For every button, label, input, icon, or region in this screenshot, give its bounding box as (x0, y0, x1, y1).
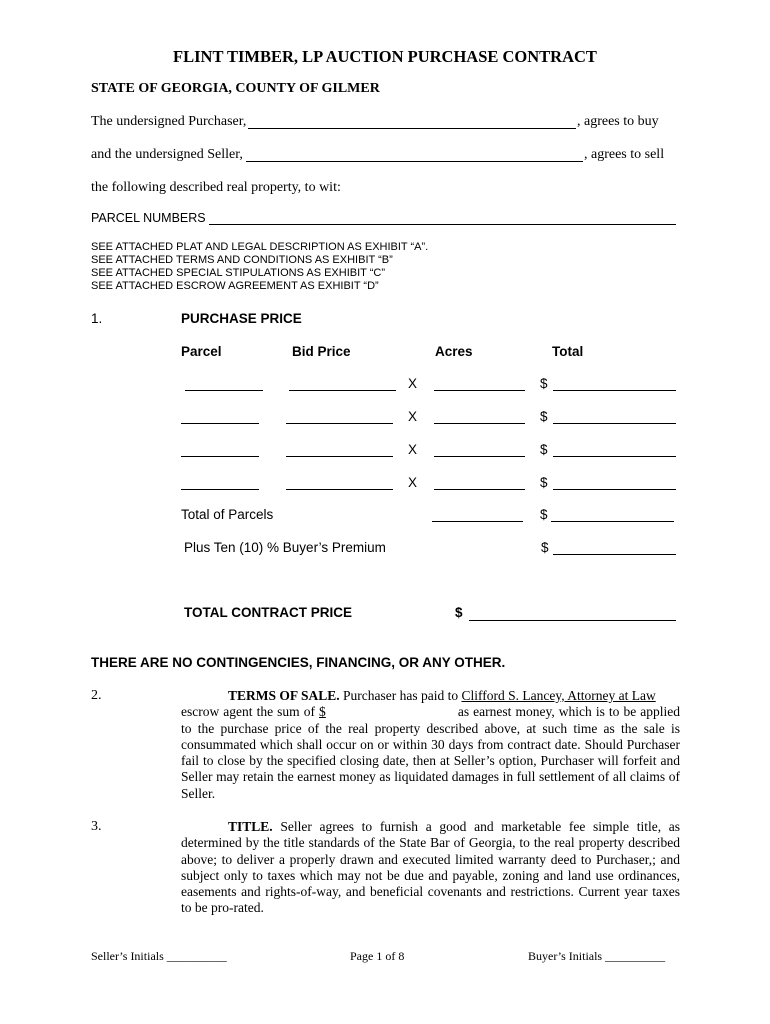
dollar-sign: $ (540, 409, 548, 424)
acres-field[interactable] (434, 423, 525, 424)
col-total-header: Total (552, 344, 584, 359)
purchase-price-heading: PURCHASE PRICE (181, 311, 302, 326)
dollar-sign: $ (540, 475, 548, 490)
seller-label: and the undersigned Seller, (91, 147, 243, 162)
parcel-numbers-label: PARCEL NUMBERS (91, 211, 206, 225)
total-contract-price-label: TOTAL CONTRACT PRICE (184, 605, 352, 620)
multiply-sign: X (408, 475, 418, 490)
multiply-sign: X (408, 409, 418, 424)
purchaser-suffix: , agrees to buy (577, 114, 659, 129)
exhibit-d: SEE ATTACHED ESCROW AGREEMENT AS EXHIBIT “D” (91, 280, 379, 292)
total-contract-price-field[interactable] (469, 620, 676, 621)
total-field[interactable] (553, 423, 676, 424)
escrow-attorney-name: Clifford S. Lancey, Attorney at Law (461, 688, 656, 703)
parcel-field[interactable] (181, 489, 259, 490)
state-county-heading: STATE OF GEORGIA, COUNTY OF GILMER (91, 81, 380, 96)
total-acres-field[interactable] (432, 521, 523, 522)
section-3-number: 3. (91, 819, 102, 834)
bid-price-field[interactable] (286, 489, 393, 490)
parcel-field[interactable] (181, 456, 259, 457)
earnest-money-field[interactable]: $ (319, 704, 326, 720)
acres-field[interactable] (434, 489, 525, 490)
total-field[interactable] (553, 489, 676, 490)
section-1-number: 1. (91, 311, 103, 326)
buyers-initials-label: Buyer’s Initials (528, 949, 603, 963)
seller-name-field[interactable] (246, 161, 583, 162)
dollar-sign: $ (541, 540, 549, 555)
bid-price-field[interactable] (286, 456, 393, 457)
section-2-number: 2. (91, 688, 102, 703)
parcel-field[interactable] (181, 423, 259, 424)
total-field[interactable] (553, 390, 676, 391)
acres-field[interactable] (434, 390, 525, 391)
buyers-initials-field[interactable]: __________ (605, 949, 666, 963)
col-acres-header: Acres (435, 344, 473, 359)
title-heading: TITLE. (228, 819, 273, 834)
purchaser-label: The undersigned Purchaser, (91, 114, 247, 129)
sellers-initials-label: Seller’s Initials (91, 949, 164, 963)
no-contingencies-notice: THERE ARE NO CONTINGENCIES, FINANCING, OR ANY OTHER. (91, 655, 506, 670)
exhibit-a: SEE ATTACHED PLAT AND LEGAL DESCRIPTION AS EXHIBIT “A”. (91, 241, 429, 253)
section-2-terms-of-sale: TERMS OF SALE. Purchaser has paid to Clifford S. Lancey, Attorney at Law escrow agent the sum of $ as earnest money, which is to be applied to the purchase price of the real property described above, at such time as the sale is consummated which shall occur on or within 30 days from contract date. Should Purchaser fail to close by the specified closing date, then at Seller’s option, Purchaser will forfeit and Seller may retain the earnest money as liquidated damages in full settlement of all claims of Seller. (181, 688, 681, 801)
terms-of-sale-heading: TERMS OF SALE. (228, 688, 340, 703)
col-bid-price-header: Bid Price (292, 344, 351, 359)
seller-suffix: , agrees to sell (584, 147, 665, 162)
buyers-premium-label: Plus Ten (10) % Buyer’s Premium (184, 540, 386, 555)
multiply-sign: X (408, 442, 418, 457)
total-of-parcels-label: Total of Parcels (181, 507, 274, 522)
bid-price-field[interactable] (289, 390, 396, 391)
page-number: Page 1 of 8 (350, 949, 405, 963)
sellers-initials-field[interactable]: __________ (166, 949, 227, 963)
property-intro: the following described real property, to wit: (91, 180, 341, 195)
total-field[interactable] (553, 456, 676, 457)
total-of-parcels-field[interactable] (551, 521, 674, 522)
exhibit-b: SEE ATTACHED TERMS AND CONDITIONS AS EXHIBIT “B” (91, 254, 393, 266)
dollar-sign: $ (540, 507, 548, 522)
col-parcel-header: Parcel (181, 344, 222, 359)
exhibit-c: SEE ATTACHED SPECIAL STIPULATIONS AS EXHIBIT “C” (91, 267, 386, 279)
exhibit-list (91, 241, 428, 293)
dollar-sign: $ (540, 442, 548, 457)
dollar-sign: $ (455, 605, 463, 620)
bid-price-field[interactable] (286, 423, 393, 424)
multiply-sign: X (408, 376, 418, 391)
buyers-initials (528, 949, 665, 964)
parcel-field[interactable] (185, 390, 263, 391)
dollar-sign: $ (540, 376, 548, 391)
parcel-numbers-field[interactable] (209, 224, 676, 225)
section-3-title: TITLE. Seller agrees to furnish a good and marketable fee simple title, as determined by the title standards of the State Bar of Georgia, to the real property described above; to deliver a properly drawn and executed limited warranty deed to Purchaser,; and subject only to taxes which may not be due and payable, zoning and land use ordinances, easements and rights-of-way, and beneficial covenants and restrictions. Current year taxes to be pro-rated. (181, 819, 680, 916)
acres-field[interactable] (434, 456, 525, 457)
document-title: FLINT TIMBER, LP AUCTION PURCHASE CONTRACT (173, 47, 597, 66)
sellers-initials (91, 949, 227, 964)
purchaser-name-field[interactable] (248, 128, 576, 129)
buyers-premium-field[interactable] (553, 554, 676, 555)
